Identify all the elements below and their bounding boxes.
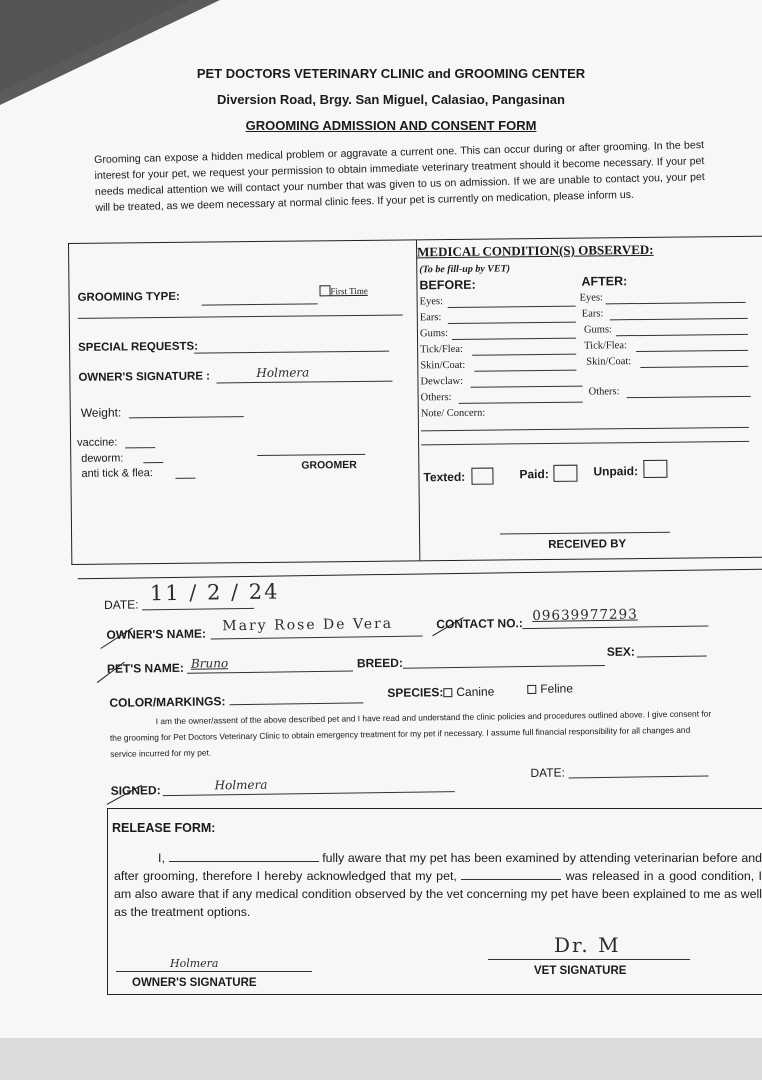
section-divider [78,569,762,580]
consent-date-label: DATE: [530,765,566,781]
unpaid-label: Unpaid: [593,464,639,479]
medical-title: MEDICAL CONDITION(S) OBSERVED: [417,241,654,260]
texted-label: Texted: [423,469,466,485]
release-form-box [107,808,762,995]
sex-label: SEX: [606,644,635,659]
before-heading: BEFORE: [419,277,476,293]
release-owner-name-field[interactable] [169,861,319,862]
feline-label: Feline [540,681,574,696]
before-dewclaw: Dewclaw: [420,375,464,388]
before-eyes: Eyes: [419,296,444,308]
release-text-1: I, [158,851,165,865]
vaccine-label: vaccine: [77,436,118,449]
note-concern: Note/ Concern: [420,407,486,420]
pet-name-value: Bruno [190,656,229,671]
first-time-label: First Time [330,285,368,297]
signed-label: SIGNED: [110,783,161,798]
date-field[interactable] [142,608,254,611]
before-ears: Ears: [419,312,442,324]
owner-name-value: Mary Rose De Vera [222,615,394,635]
antitick-label: anti tick & flea: [81,467,154,480]
contact-field[interactable] [522,626,708,630]
after-tickflea: Tick/Flea: [584,340,627,352]
form-title: GROOMING ADMISSION AND CONSENT FORM [245,118,537,133]
medical-subtitle: (To be fill-up by VET) [419,263,511,276]
before-gums: Gums: [419,328,449,340]
release-owner-signature-line[interactable] [116,971,312,972]
after-eyes: Eyes: [579,292,603,304]
after-skincoat: Skin/Coat: [586,356,632,368]
consent-paragraph: I am the owner/assent of the above described pet and I have read and understand the clinic policies and procedures outlined above. I give consent for the grooming for Pet Doctors Veterinary Clinic to obtain emergency treatment for my pet if necessary. I assume full financial responsibility for all changes and service incurred for my pet. [109,708,712,759]
release-paragraph [114,849,762,921]
release-owner-signature-value: Holmera [170,957,219,970]
date-value: 11 / 2 / 24 [149,579,280,606]
contact-value: 09639977293 [532,606,638,624]
date-label: DATE: [103,597,139,612]
contact-label: CONTACT NO.: [436,616,523,632]
weight-label: Weight: [80,405,122,420]
clinic-name: PET DOCTORS VETERINARY CLINIC and GROOMING CENTER [196,66,586,81]
pet-name-field[interactable] [187,670,353,673]
before-tickflea: Tick/Flea: [420,343,463,356]
before-skincoat: Skin/Coat: [420,359,466,372]
deworm-label: deworm: [81,452,124,465]
vet-signature-value: Dr. M [554,933,621,957]
after-ears: Ears: [581,308,604,320]
feline-checkbox[interactable] [527,685,536,694]
release-text-2: fully aware that my pet has been examined by attending veterinarian before and after grooming, therefore I hereby acknowledged that my pet, [114,851,762,883]
pet-name-label: PET'S NAME: [106,660,184,676]
paid-label: Paid: [519,466,549,482]
special-requests-label: SPECIAL REQUESTS: [78,340,199,354]
color-markings-label: COLOR/MARKINGS: [109,694,226,710]
canine-label: Canine [456,684,495,700]
species-feline-option[interactable] [527,681,573,696]
owner-signature-value: Holmera [256,365,310,381]
release-title: RELEASE FORM: [112,821,216,835]
signed-value: Holmera [214,777,268,793]
signed-field[interactable] [163,791,455,796]
species-canine-option[interactable] [443,685,494,700]
release-pet-name-field[interactable] [461,879,561,880]
owner-name-field[interactable] [211,636,423,640]
owner-name-label: OWNER'S NAME: [106,626,207,642]
vet-signature-label: VET SIGNATURE [534,965,627,977]
received-by-label: RECEIVED BY [548,538,627,551]
consent-date-field[interactable] [569,776,709,779]
canine-checkbox[interactable] [443,688,452,697]
owner-signature-label: OWNER'S SIGNATURE : [78,370,211,384]
species-label: SPECIES: [387,685,444,700]
intro-paragraph: Grooming can expose a hidden medical problem or aggravate a current one. This can occur during or after grooming. In the best interest for your pet, we request your permission to obtain immediate veterinary treatment should it become necessary. If your pet needs medical attention we will contact your number that was given to us on admission. If we are unable to contact you, your pet will be treated, as we deem necessary at normal clinic fees. If your pet is currently on medication, please inform us. [94,139,705,214]
vet-signature-line[interactable] [488,959,690,960]
breed-label: BREED: [356,655,404,671]
grooming-type-label: GROOMING TYPE: [77,290,180,304]
breed-field[interactable] [403,665,605,669]
after-gums: Gums: [583,324,613,336]
color-markings-field[interactable] [229,702,363,705]
after-others: Others: [588,386,620,398]
sex-field[interactable] [637,656,707,658]
groomer-label: GROOMER [301,458,357,472]
before-others: Others: [420,391,452,404]
release-owner-signature-label: OWNER'S SIGNATURE [132,977,257,989]
after-heading: AFTER: [581,274,628,289]
release-text-3: was released in a good condition, I am also aware that if any medical condition observed by the vet concerning my pet have been explained to me as well as the treatment options. [114,869,762,919]
clinic-address: Diversion Road, Brgy. San Miguel, Calasiao, Pangasinan [217,92,565,107]
